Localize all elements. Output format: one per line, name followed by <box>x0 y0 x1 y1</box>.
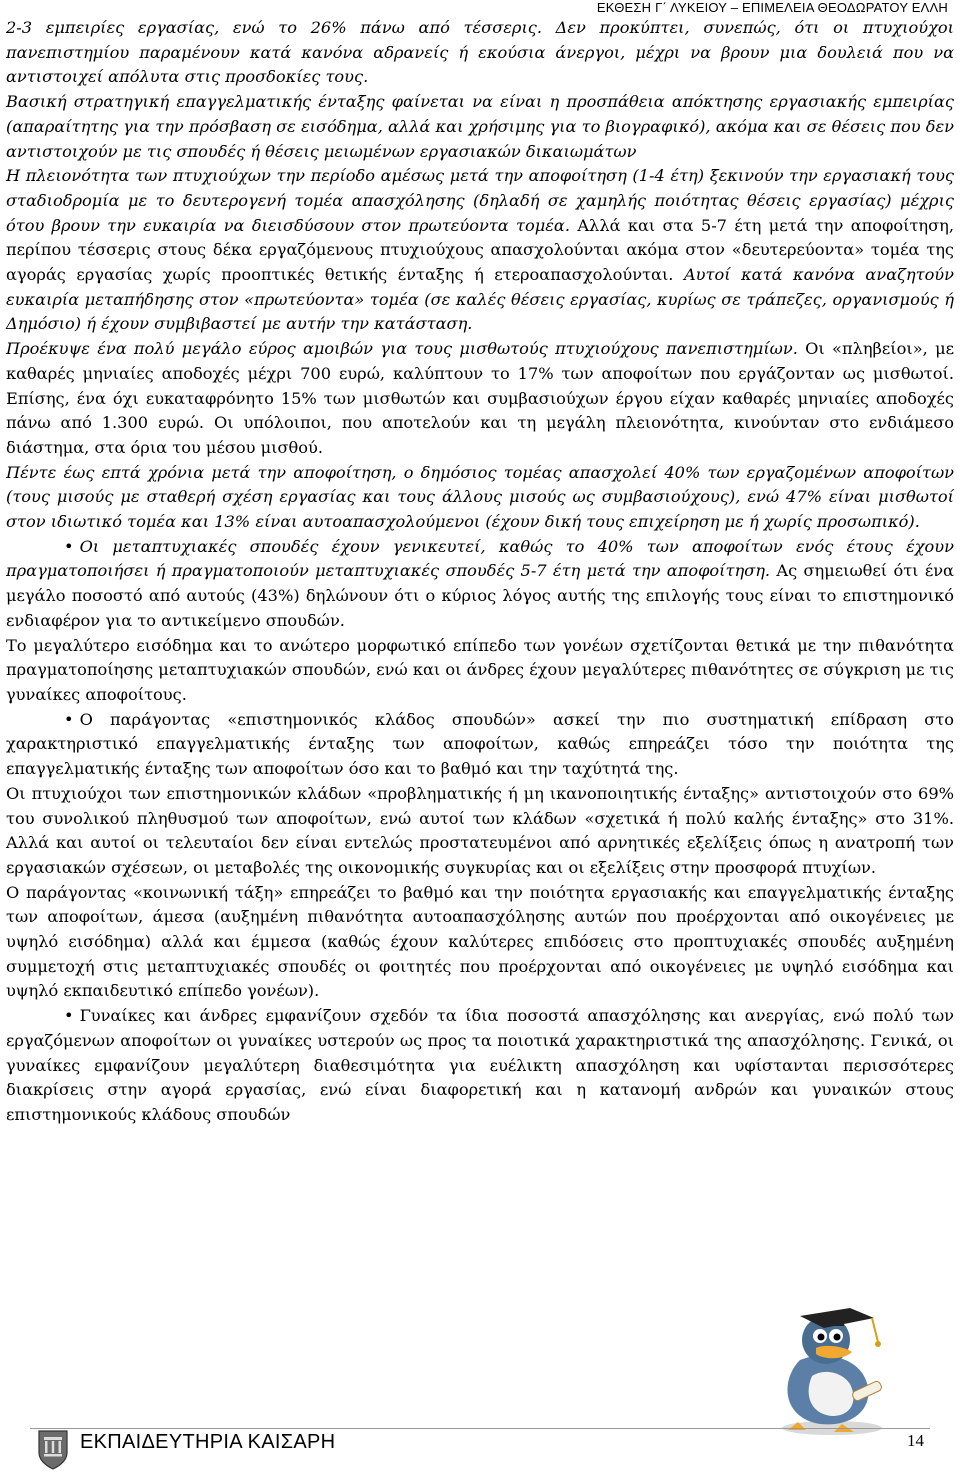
paragraph-4 <box>6 337 954 461</box>
paragraph-8 <box>6 881 954 1005</box>
bullet-item-2 <box>6 708 954 782</box>
bullet-1-italic: Οι μεταπτυχιακές σπουδές έχουν γενικευτεί, καθώς το 40% των αποφοίτων ενός έτους έχουν πραγματοποιήσει ή πραγματοποιούν μεταπτυχιακές σπουδές 5-7 έτη μετά την αποφοίτηση. <box>6 536 954 581</box>
paragraph-6 <box>6 634 954 708</box>
paragraph-3-normal: Αλλά και στα 5-7 έτη μετά την αποφοίτηση, περίπου τέσσερις στους δέκα εργαζόμενους πτυχιούχους απασχολούνται ακόμα στον «δευτερεύοντα» τομέα της αγοράς εργασίας χωρίς προοπτικές θετικής ένταξης ή ετεροαπασχολούνται. <box>6 215 954 285</box>
bullet-1-normal: Ας σημειωθεί ότι ένα μεγάλο ποσοστό από αυτούς (43%) δηλώνουν ότι ο κύριος λόγος αυτής της επιλογής τους είναι το επιστημονικό ενδιαφέρον για το αντικείμενο σπουδών. <box>6 561 954 630</box>
bullet-icon: • <box>64 709 74 729</box>
paragraph-2-text: Βασική στρατηγική επαγγελματικής ένταξης φαίνεται να είναι η προσπάθεια απόκτησης εργασιακής εμπειρίας (απαραίτητης για την πρόσβαση σε εισόδημα, αλλά και χρήσιμης για το βιογραφικό), ακόμα και σε θέσεις που δεν αντιστοιχούν με τις σπουδές ή θέσεις μειωμένων εργασιακών δικαιωμάτων <box>6 92 954 161</box>
paragraph-5 <box>6 461 954 535</box>
bullet-item-3 <box>6 1004 954 1128</box>
page-number: 14 <box>907 1431 924 1450</box>
paragraph-1 <box>6 16 954 90</box>
body-text <box>6 16 954 1128</box>
bullet-2-text: Ο παράγοντας «επιστημονικός κλάδος σπουδών» ασκεί την πιο συστηματική επίδραση στο χαρακτηριστικό επαγγελματικής ένταξης των αποφοίτων, καθώς επηρεάζει τόσο την ποιότητα της επαγγελματικής ένταξης των αποφοίτων όσο και το βαθμό και την ταχύτητά της. <box>6 709 954 779</box>
paragraph-3-italic-2: Αυτοί κατά κανόνα αναζητούν ευκαιρία μεταπήδησης στον «πρωτεύοντα» τομέα (σε καλές θέσεις εργασίας, κυρίως σε τράπεζες, οργανισμούς ή Δημόσιο) ή έχουν συμβιβαστεί με αυτήν την κατάσταση. <box>6 265 954 334</box>
footer-school-name: ΕΚΠΑΙΔΕΥΤΗΡΙΑ ΚΑΙΣΑΡΗ <box>80 1431 336 1453</box>
paragraph-4-italic: Προέκυψε ένα πολύ μεγάλο εύρος αμοιβών για τους μισθωτούς πτυχιούχους πανεπιστημίων. <box>6 339 798 359</box>
paragraph-4-normal: Οι «πληβείοι», με καθαρές μηνιαίες αποδοχές μέχρι 700 ευρώ, καλύπτουν το 17% των αποφοίτων που εργάζονταν ως μισθωτοί. Επίσης, ένα όχι ευκαταφρόνητο 15% των μισθωτών και συμβασιούχων έργου είχαν καθαρές μηνιαίες αποδοχές πάνω από 1.300 ευρώ. Οι υπόλοιποι, που αποτελούν και τη μεγάλη πλειονότητα, κινούνταν στο ενδιάμεσο διάστημα, στα όρια του μέσου μισθού. <box>6 339 954 457</box>
graduate-duck-illustration <box>740 1290 900 1440</box>
bullet-icon: • <box>64 1006 74 1026</box>
bullet-3-text: Γυναίκες και άνδρες εμφανίζουν σχεδόν τα ίδια ποσοστά απασχόλησης και ανεργίας, ενώ πολύ των εργαζόμενων αποφοίτων οι γυναίκες υστερούν ως προς τα ποιοτικά χαρακτηριστικά της απασχόλησης. Γενικά, οι γυναίκες εμφανίζουν μεγαλύτερη διαθεσιμότητα για ευέλικτη απασχόληση και υφίστανται περισσότερες διακρίσεις στην αγορά εργασίας, ενώ είναι διαφορετική και η κατανομή ανδρών και γυναικών στους επιστημονικούς κλάδους σπουδών <box>6 1006 954 1124</box>
page-header: ΕΚΘΕΣΗ Γ΄ ΛΥΚΕΙΟΥ – ΕΠΙΜΕΛΕΙΑ ΘΕΟΔΩΡΑΤΟΥ ΕΛΛΗ <box>596 0 948 15</box>
paragraph-5-text: Πέντε έως επτά χρόνια μετά την αποφοίτηση, ο δημόσιος τομέας απασχολεί 40% των εργαζομένων αποφοίτων (τους μισούς με σταθερή σχέση εργασίας και τους άλλους μισούς ως συμβασιούχους), ενώ 47% είναι μισθωτοί στον ιδιωτικό τομέα και 13% είναι αυτοαπασχολούμενοι (έχουν δική τους επιχείρηση με ή χωρίς προσωπικό). <box>6 462 954 532</box>
paragraph-3 <box>6 164 954 337</box>
footer-divider <box>30 1428 930 1429</box>
paragraph-8-text: Ο παράγοντας «κοινωνική τάξη» επηρεάζει το βαθμό και την ποιότητα εργασιακής και επαγγελματικής ένταξης των αποφοίτων, άμεσα (αυξημένη πιθανότητα αυτοαπασχόλησης αυτών που προέρχονται από οικογένειες με υψηλό εισόδημα) αλλά και έμμεσα (καθώς έχουν καλύτερες επιδόσεις στο προπτυχιακές σπουδές αυξημένη συμμετοχή στις μεταπτυχιακές σπουδές οι φοιτητές που προέρχονται από οικογένειες με υψηλό εισόδημα και υψηλό εκπαιδευτικό επίπεδο γονέων). <box>6 882 954 1001</box>
paragraph-6-text: Το μεγαλύτερο εισόδημα και το ανώτερο μορφωτικό επίπεδο των γονέων σχετίζονται θετικά με την πιθανότητα πραγματοποίησης μεταπτυχιακών σπουδών, ενώ και οι άνδρες έχουν μεγαλύτερες πιθανότητες σε σύγκριση με τις γυναίκες αποφοίτους. <box>6 635 954 704</box>
paragraph-3-italic: Η πλειονότητα των πτυχιούχων την περίοδο αμέσως μετά την αποφοίτηση (1-4 έτη) ξεκινούν την εργασιακή τους σταδιοδρομία με το δευτερογενή τομέα απασχόλησης (δηλαδή σε χαμηλής ποιότητας θέσεις εργασίας) μέχρις ότου βρουν την ευκαιρία να διεισδύσουν στον πρωτεύοντα τομέα. <box>6 166 954 235</box>
bullet-icon: • <box>64 536 74 556</box>
paragraph-7 <box>6 782 954 881</box>
bullet-item-1 <box>6 535 954 634</box>
school-emblem-icon <box>36 1427 70 1471</box>
paragraph-7-text: Οι πτυχιούχοι των επιστημονικών κλάδων «προβληματικής ή μη ικανοποιητικής ένταξης» αντιστοιχούν στο 69% του συνολικού πληθυσμού των αποφοίτων, ενώ αυτοί των κλάδων «σχετικά ή πολύ καλής ένταξης» στο 31%. Αλλά και αυτοί οι τελευταίοι δεν είναι εντελώς προστατευμένοι από αρνητικές εξελίξεις όπως η ανατροπή των εργασιακών σχέσεων, οι μεταβολές της οικονομικής συγκυρίας και οι εξελίξεις στην προσφορά πτυχίων. <box>6 783 954 877</box>
paragraph-1-text: 2-3 εμπειρίες εργασίας, ενώ το 26% πάνω από τέσσερις. Δεν προκύπτει, συνεπώς, ότι οι πτυχιούχοι πανεπιστημίου παραμένουν κατά κανόνα αδρανείς ή εκούσια άνεργοι, μέχρι να βρουν μια δουλειά που να αντιστοιχεί απόλυτα στις προσδοκίες τους. <box>6 18 954 87</box>
paragraph-2 <box>6 90 954 164</box>
